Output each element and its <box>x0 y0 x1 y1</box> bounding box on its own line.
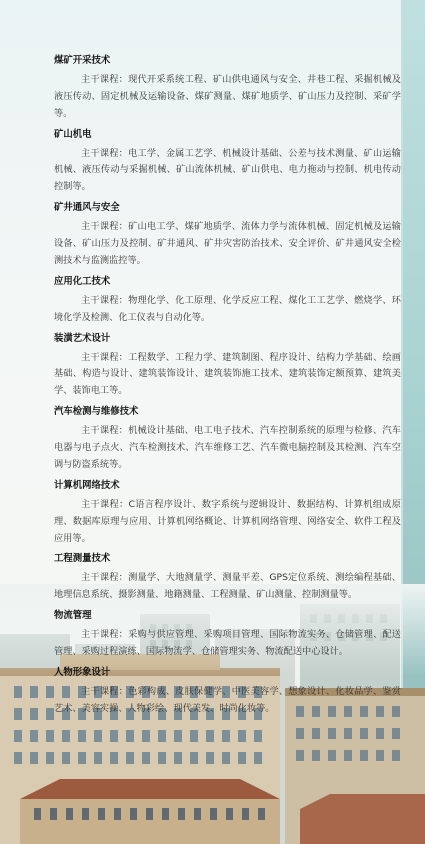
section-title: 物流管理 <box>54 610 92 622</box>
section-applied-chemical <box>54 274 401 327</box>
section-computer-network <box>54 478 401 548</box>
section-title: 人物形象设计 <box>54 666 111 678</box>
section-mine-electromechanical <box>54 127 401 197</box>
section-coal-mining <box>54 53 401 123</box>
section-description: 主干课程：工程数学、工程力学、建筑制图、程序设计、结构力学基础、绘画基础、构造与设计、建筑装饰设计、建筑装饰施工技术、建筑装饰定额预算、建筑美学、装饰电工等。 <box>54 351 401 397</box>
section-title: 工程测量技术 <box>54 553 111 565</box>
section-engineering-survey <box>54 551 401 604</box>
section-description: 主干课程：矿山电工学、煤矿地质学、流体力学与流体机械、固定机械及运输设备、矿山压力及控制、矿井通风、矿井灾害防治技术、安全评价、矿井通风安全检测技术与监测监控等。 <box>54 221 401 266</box>
section-description: 主干课程：采购与供应管理、采购项目管理、国际物流实务、仓储管理、配送管理、采购过程演练、国际物流学、仓储管理实务、物流配送中心设计。 <box>54 629 401 657</box>
section-title: 装潢艺术设计 <box>54 332 111 344</box>
section-title: 煤矿开采技术 <box>54 55 111 66</box>
section-automotive-repair <box>54 404 401 474</box>
section-description: 主干课程：机械设计基础、电工电子技术、汽车控制系统的原理与检修、汽车电器与电子点火、汽车检测技术、汽车维修工艺、汽车微电脑控制及其检测、汽车空调与防盗系统等。 <box>54 425 401 470</box>
section-description: 主干课程：色彩构成、皮肤保健学、中医美容学、想象设计、化妆品学、鉴赏艺术、美容实操、人物彩绘、现代美发、时尚化妆等。 <box>54 685 401 714</box>
section-description: 主干课程：现代开采系统工程、矿山供电通风与安全、井巷工程、采掘机械及液压传动、固定机械及运输设备、煤矿测量、煤矿地质学、矿山压力及控制、采矿学等。 <box>54 73 401 119</box>
section-image-design <box>54 665 401 718</box>
section-title: 矿山机电 <box>54 128 92 140</box>
section-description: 主干课程：电工学、金属工艺学、机械设计基础、公差与技术测量、矿山运输机械、液压传动与采掘机械、矿山流体机械、矿山供电、电力拖动与控制、机电传动控制等。 <box>54 147 401 193</box>
section-logistics <box>54 608 401 661</box>
section-title: 计算机网络技术 <box>54 479 120 491</box>
section-decoration-art-design <box>54 331 401 401</box>
section-description: 主干课程：C语言程序设计、数字系统与逻辑设计、数据结构、计算机组成原理、数据库原理与应用、计算机网络概论、计算机网络管理、网络安全、软件工程及应用等。 <box>54 498 401 544</box>
section-title: 汽车检测与维修技术 <box>54 406 139 418</box>
course-list <box>54 53 401 722</box>
section-description: 主干课程：测量学、大地测量学、测量平差、GPS定位系统、测绘编程基础、地理信息系统、摄影测量、地籍测量、工程测量、矿山测量、控制测量等。 <box>54 572 401 601</box>
section-description: 主干课程：物理化学、化工原理、化学反应工程、煤化工工艺学、燃烧学、环境化学及检测、化工仪表与自动化等。 <box>54 294 401 323</box>
section-mine-ventilation-safety <box>54 200 401 270</box>
section-title: 应用化工技术 <box>54 275 111 287</box>
section-title: 矿井通风与安全 <box>54 202 120 214</box>
